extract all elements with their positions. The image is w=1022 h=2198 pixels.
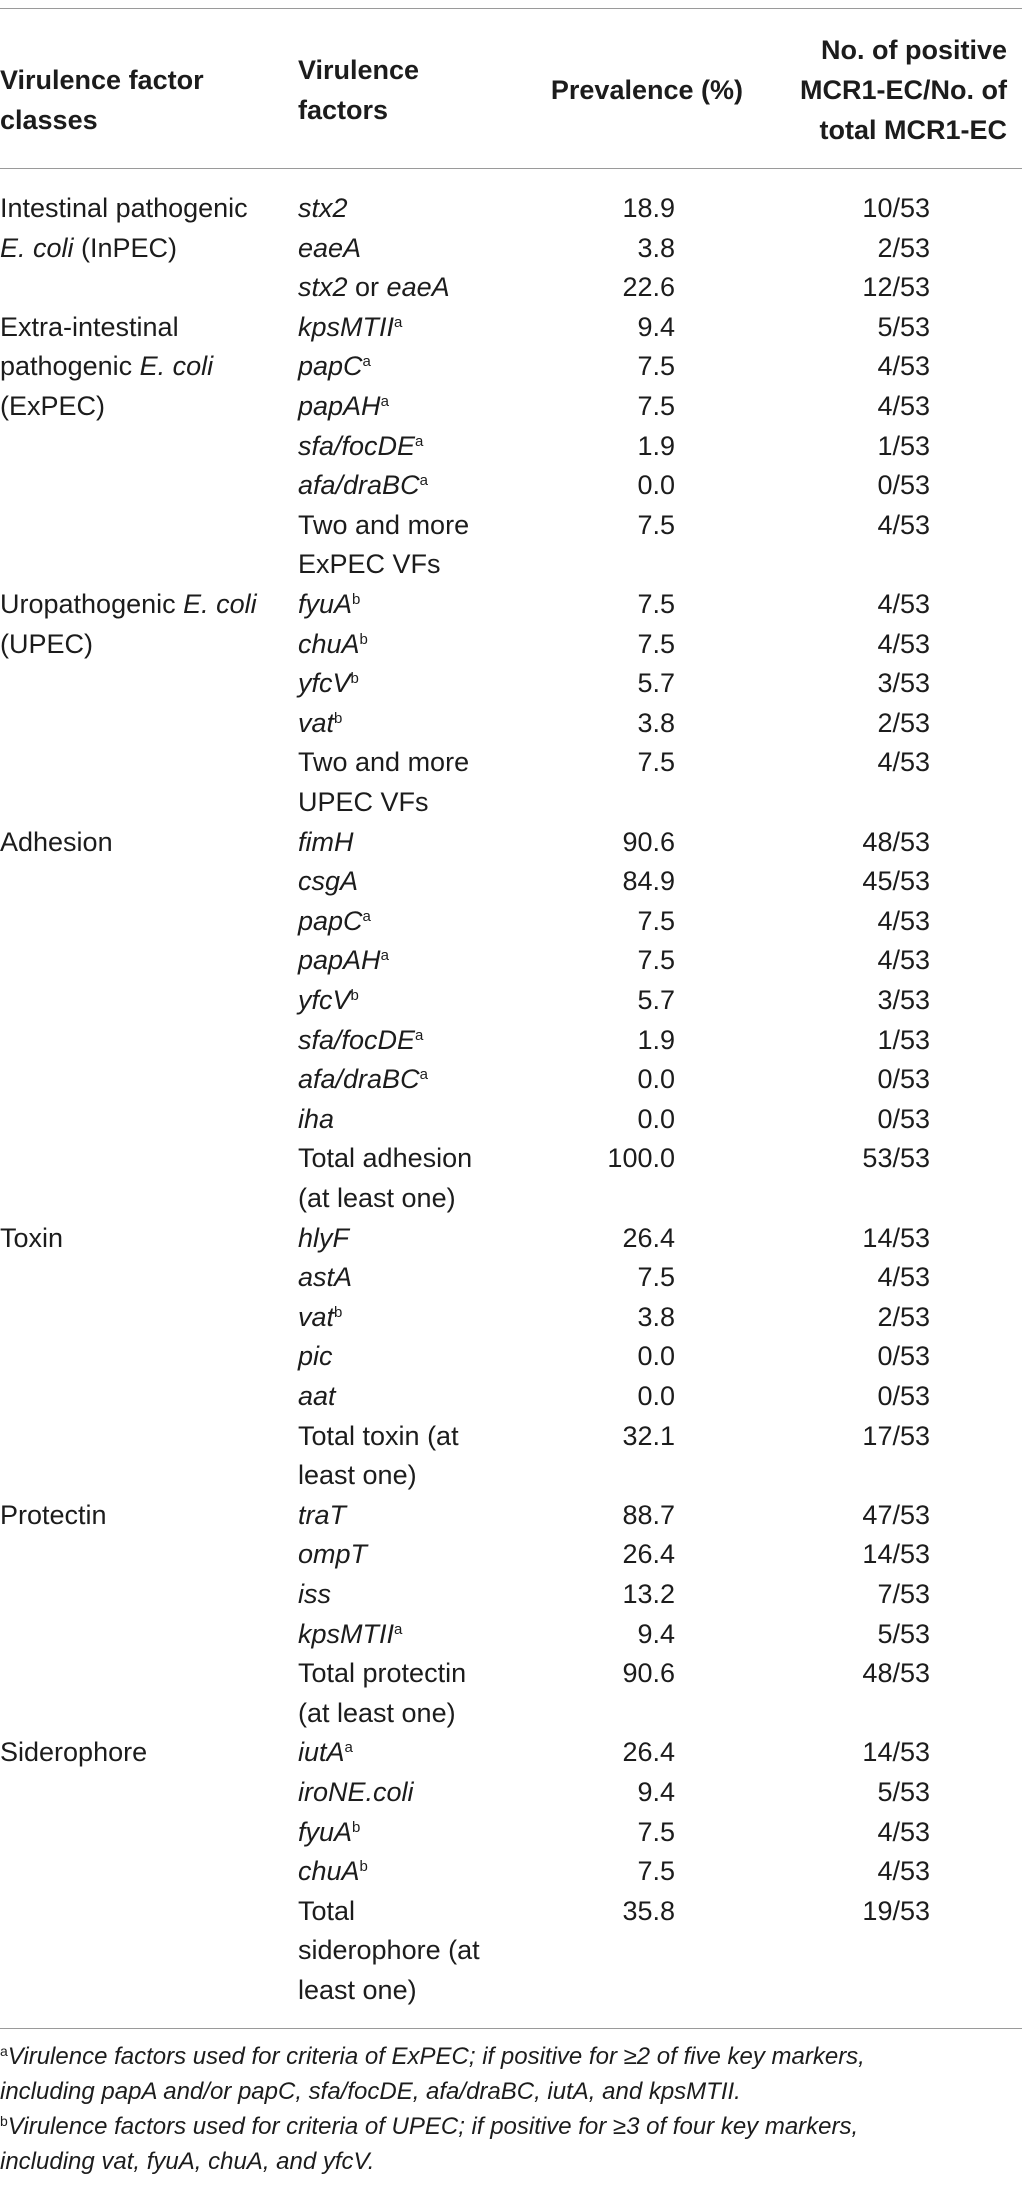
prevalence-cell: 7.5 bbox=[637, 1262, 675, 1293]
vf-cell: Two and more bbox=[298, 509, 470, 540]
class-cell: Toxin bbox=[0, 1222, 64, 1253]
vf-cell: iha bbox=[298, 1103, 335, 1134]
count-cell: 14/53 bbox=[862, 1737, 930, 1768]
count-cell: 0/53 bbox=[877, 470, 930, 501]
prevalence-cell: 13.2 bbox=[622, 1579, 675, 1609]
footnote-line: $^a$Virulence factors used for criteria of ExPEC; if positive for ≥2 of five key markers, bbox=[0, 2043, 865, 2070]
vf-cell: vat$^b$ bbox=[298, 1301, 343, 1332]
vf-cell: kpsMTII$^a$ bbox=[298, 1618, 403, 1649]
footnote-mark: a bbox=[394, 1620, 403, 1638]
footnote-mark: b bbox=[359, 630, 368, 648]
vf-cell: hlyF bbox=[298, 1222, 350, 1253]
footnote-mark: a bbox=[380, 947, 389, 965]
vf-cell: stx2 or eaeA bbox=[298, 272, 450, 303]
count-cell: 53/53 bbox=[862, 1143, 930, 1174]
vf-cell: sfa/focDE$^a$ bbox=[298, 1024, 424, 1055]
footnote-mark: b bbox=[334, 1303, 343, 1321]
bottom-rule bbox=[0, 2028, 1022, 2029]
count-cell: 17/53 bbox=[862, 1420, 930, 1451]
vf-cell: Total protectin bbox=[298, 1658, 467, 1689]
prevalence-cell: 5.7 bbox=[637, 985, 675, 1015]
class-cell: Siderophore bbox=[0, 1737, 148, 1768]
header-col4: No. of positive MCR1-EC/No. of total MCR1-EC bbox=[800, 35, 1007, 145]
prevalence-cell: 7.5 bbox=[637, 945, 675, 976]
vf-cell: ExPEC VFs bbox=[298, 549, 441, 580]
count-cell: 3/53 bbox=[877, 985, 930, 1015]
vf-cell: Two and more bbox=[298, 747, 470, 778]
vf-cell: iss bbox=[298, 1579, 331, 1609]
footnote-mark: a bbox=[419, 1066, 428, 1084]
count-cell: 1/53 bbox=[877, 1024, 930, 1055]
prevalence-cell: 7.5 bbox=[637, 391, 675, 421]
vf-cell: Total toxin (at bbox=[298, 1420, 459, 1451]
vf-cell: least one) bbox=[298, 1460, 417, 1491]
footnote-mark: b bbox=[359, 1858, 368, 1876]
count-cell: 0/53 bbox=[877, 1103, 930, 1134]
count-cell: 4/53 bbox=[877, 1262, 930, 1293]
prevalence-cell: 3.8 bbox=[637, 232, 675, 263]
prevalence-cell: 26.4 bbox=[622, 1539, 675, 1570]
table-header bbox=[0, 30, 1022, 160]
vf-cell: Total bbox=[298, 1895, 356, 1926]
count-cell: 2/53 bbox=[877, 232, 930, 263]
header-col1: Virulence factor classes bbox=[0, 65, 204, 135]
prevalence-cell: 0.0 bbox=[637, 1064, 675, 1095]
count-cell: 4/53 bbox=[877, 628, 930, 659]
footnote-mark: b bbox=[352, 591, 361, 608]
footnote-mark: a bbox=[362, 907, 371, 925]
vf-cell: afa/draBC$^a$ bbox=[298, 1064, 428, 1095]
prevalence-cell: 7.5 bbox=[637, 351, 675, 382]
prevalence-cell: 7.5 bbox=[637, 589, 675, 619]
count-cell: 12/53 bbox=[862, 272, 930, 303]
vf-cell: papC$^a$ bbox=[298, 905, 371, 936]
vf-cell: iroNE.coli bbox=[298, 1777, 414, 1807]
vf-cell: vat$^b$ bbox=[298, 707, 343, 738]
footnote-mark: a bbox=[419, 472, 428, 490]
count-cell: 10/53 bbox=[862, 193, 930, 223]
vf-cell: siderophore (at bbox=[298, 1935, 480, 1966]
footnote-mark: a bbox=[380, 393, 389, 410]
prevalence-cell: 84.9 bbox=[622, 866, 675, 897]
prevalence-cell: 7.5 bbox=[637, 628, 675, 659]
footnote-mark: b bbox=[334, 709, 343, 727]
prevalence-cell: 9.4 bbox=[637, 311, 675, 342]
prevalence-cell: 90.6 bbox=[622, 1658, 675, 1689]
count-cell: 4/53 bbox=[877, 747, 930, 778]
footnote-line: including vat, fyuA, chuA, and yfcV. bbox=[0, 2148, 375, 2175]
header-col3: Prevalence (%) bbox=[550, 75, 743, 105]
vf-cell: eaeA bbox=[298, 232, 362, 263]
count-cell: 4/53 bbox=[877, 391, 930, 421]
prevalence-cell: 9.4 bbox=[637, 1618, 675, 1649]
vf-cell: (at least one) bbox=[298, 1697, 456, 1728]
vf-cell: fyuA$^b$ bbox=[298, 589, 361, 619]
class-cell: pathogenic E. coli bbox=[0, 351, 214, 382]
vf-cell: aat bbox=[298, 1381, 336, 1411]
vf-cell: traT bbox=[298, 1499, 347, 1530]
vf-cell: csgA bbox=[298, 866, 359, 897]
footnote-mark: b bbox=[350, 670, 359, 688]
vf-cell: Total adhesion bbox=[298, 1143, 473, 1174]
vf-cell: kpsMTII$^a$ bbox=[298, 311, 403, 342]
count-cell: 0/53 bbox=[877, 1381, 930, 1411]
prevalence-cell: 22.6 bbox=[622, 272, 675, 303]
count-cell: 0/53 bbox=[877, 1064, 930, 1095]
class-cell: E. coli (InPEC) bbox=[0, 232, 178, 263]
vf-cell: sfa/focDE$^a$ bbox=[298, 430, 424, 461]
footnote-mark: a bbox=[415, 432, 424, 450]
prevalence-cell: 3.8 bbox=[637, 707, 675, 738]
footnote-mark: a bbox=[394, 313, 403, 331]
prevalence-cell: 35.8 bbox=[622, 1895, 675, 1926]
footnote-line: $^b$Virulence factors used for criteria of UPEC; if positive for ≥3 of four key markers, bbox=[0, 2113, 859, 2140]
header-col2: Virulence factors bbox=[298, 55, 420, 125]
vf-cell: fimH bbox=[298, 826, 354, 857]
count-cell: 4/53 bbox=[877, 1856, 930, 1887]
count-cell: 2/53 bbox=[877, 707, 930, 738]
prevalence-cell: 90.6 bbox=[622, 826, 675, 857]
prevalence-cell: 100.0 bbox=[607, 1143, 675, 1174]
prevalence-cell: 3.8 bbox=[637, 1301, 675, 1332]
count-cell: 4/53 bbox=[877, 945, 930, 976]
count-cell: 5/53 bbox=[877, 1777, 930, 1807]
vf-cell: chuA$^b$ bbox=[298, 1856, 368, 1887]
vf-cell: pic bbox=[298, 1341, 333, 1372]
prevalence-cell: 7.5 bbox=[637, 1856, 675, 1887]
prevalence-cell: 7.5 bbox=[637, 905, 675, 936]
footnote-line: including papA and/or papC, sfa/focDE, afa/draBC, iutA, and kpsMTII. bbox=[0, 2078, 741, 2105]
count-cell: 7/53 bbox=[877, 1579, 930, 1609]
vf-cell: iutA$^a$ bbox=[298, 1737, 353, 1768]
count-cell: 0/53 bbox=[877, 1341, 930, 1372]
class-cell: Adhesion bbox=[0, 826, 113, 857]
vf-cell: afa/draBC$^a$ bbox=[298, 470, 428, 501]
vf-cell: yfcV$^b$ bbox=[298, 985, 359, 1015]
footnote-mark: a bbox=[344, 1739, 353, 1757]
count-cell: 14/53 bbox=[862, 1539, 930, 1570]
vf-cell: least one) bbox=[298, 1975, 417, 2005]
count-cell: 4/53 bbox=[877, 351, 930, 382]
count-cell: 14/53 bbox=[862, 1222, 930, 1253]
prevalence-cell: 0.0 bbox=[637, 1381, 675, 1411]
vf-cell: stx2 bbox=[298, 193, 348, 223]
count-cell: 5/53 bbox=[877, 311, 930, 342]
footnote-mark: a bbox=[415, 1026, 424, 1044]
count-cell: 47/53 bbox=[862, 1499, 930, 1530]
prevalence-cell: 88.7 bbox=[622, 1499, 675, 1530]
prevalence-cell: 18.9 bbox=[622, 193, 675, 223]
vf-cell: yfcV$^b$ bbox=[298, 668, 359, 699]
top-rule bbox=[0, 8, 1022, 9]
prevalence-cell: 0.0 bbox=[637, 470, 675, 501]
prevalence-cell: 9.4 bbox=[637, 1777, 675, 1807]
prevalence-cell: 32.1 bbox=[622, 1420, 675, 1451]
prevalence-cell: 7.5 bbox=[637, 509, 675, 540]
prevalence-cell: 5.7 bbox=[637, 668, 675, 699]
prevalence-cell: 26.4 bbox=[622, 1737, 675, 1768]
prevalence-cell: 0.0 bbox=[637, 1341, 675, 1372]
class-cell: Intestinal pathogenic bbox=[0, 193, 248, 223]
count-cell: 4/53 bbox=[877, 1816, 930, 1847]
vf-cell: ompT bbox=[298, 1539, 368, 1570]
class-cell: Extra-intestinal bbox=[0, 311, 179, 342]
count-cell: 19/53 bbox=[862, 1895, 930, 1926]
vf-cell: astA bbox=[298, 1262, 353, 1293]
vf-cell: (at least one) bbox=[298, 1183, 456, 1213]
count-cell: 48/53 bbox=[862, 826, 930, 857]
class-cell: (ExPEC) bbox=[0, 391, 106, 421]
prevalence-cell: 7.5 bbox=[637, 747, 675, 778]
count-cell: 5/53 bbox=[877, 1618, 930, 1649]
count-cell: 4/53 bbox=[877, 905, 930, 936]
count-cell: 4/53 bbox=[877, 589, 930, 619]
footnote-mark: a bbox=[0, 2043, 8, 2059]
prevalence-cell: 7.5 bbox=[637, 1816, 675, 1847]
count-cell: 3/53 bbox=[877, 668, 930, 699]
footnote-mark: b bbox=[350, 987, 359, 1004]
count-cell: 1/53 bbox=[877, 430, 930, 461]
class-cell: Uropathogenic E. coli bbox=[0, 589, 257, 619]
count-cell: 45/53 bbox=[862, 866, 930, 897]
vf-cell: papC$^a$ bbox=[298, 351, 371, 382]
prevalence-cell: 0.0 bbox=[637, 1103, 675, 1134]
prevalence-cell: 1.9 bbox=[637, 1024, 675, 1055]
prevalence-cell: 1.9 bbox=[637, 430, 675, 461]
footnote-mark: a bbox=[362, 353, 371, 371]
vf-cell: chuA$^b$ bbox=[298, 628, 368, 659]
class-cell: (UPEC) bbox=[0, 628, 93, 659]
count-cell: 48/53 bbox=[862, 1658, 930, 1689]
header-rule bbox=[0, 168, 1022, 169]
vf-cell: papAH$^a$ bbox=[298, 945, 389, 976]
footnote-mark: b bbox=[352, 1818, 361, 1836]
class-cell: Protectin bbox=[0, 1499, 107, 1530]
count-cell: 4/53 bbox=[877, 509, 930, 540]
footnote-mark: b bbox=[0, 2113, 8, 2129]
vf-cell: fyuA$^b$ bbox=[298, 1816, 361, 1847]
vf-cell: papAH$^a$ bbox=[298, 391, 389, 421]
count-cell: 2/53 bbox=[877, 1301, 930, 1332]
vf-cell: UPEC VFs bbox=[298, 787, 429, 817]
prevalence-cell: 26.4 bbox=[622, 1222, 675, 1253]
